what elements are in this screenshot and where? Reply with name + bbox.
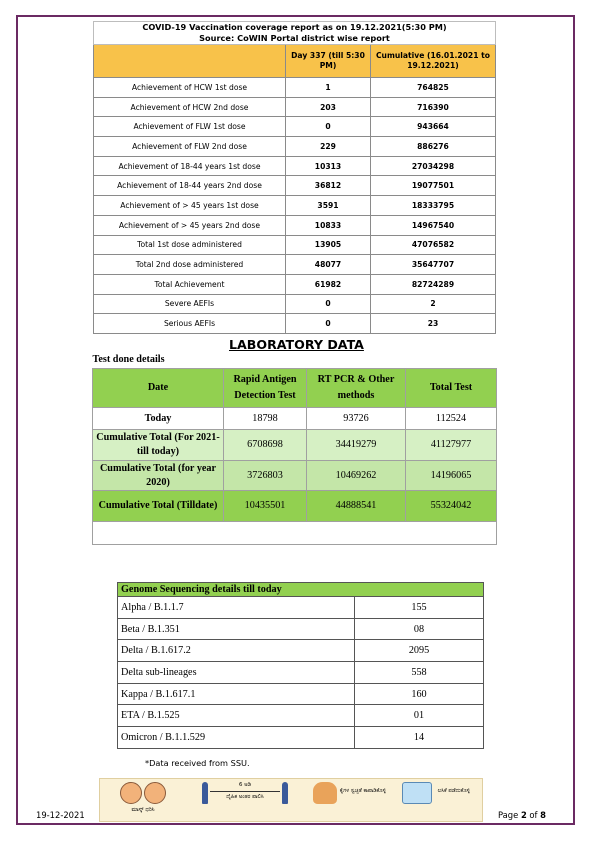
- lab-cell-total: 55324042: [406, 491, 497, 522]
- vaccination-label: Total 1st dose administered: [94, 235, 286, 255]
- vaccination-label: Total Achievement: [94, 274, 286, 294]
- vaccination-row: [94, 314, 496, 334]
- vaccination-row: [94, 78, 496, 98]
- lab-cell-date: Cumulative Total (Tilldate): [93, 491, 224, 522]
- variant-name: Delta / B.1.617.2: [118, 640, 355, 662]
- lab-header-date: Date: [93, 369, 224, 408]
- footer-date: 19-12-2021: [36, 810, 85, 820]
- page-total: 8: [540, 810, 546, 820]
- lab-empty-row: [93, 522, 497, 545]
- vaccination-row: [94, 215, 496, 235]
- vaccination-label: Serious AEFIs: [94, 314, 286, 334]
- vaccination-row: [94, 255, 496, 275]
- variant-name: Kappa / B.1.617.1: [118, 683, 355, 705]
- vaccination-cumulative-value: 27034298: [371, 156, 496, 176]
- vaccination-cumulative-value: 14967540: [371, 215, 496, 235]
- vaccination-day-value: 0: [286, 294, 371, 314]
- lab-title: LABORATORY DATA: [229, 337, 364, 352]
- vaccination-day-value: 48077: [286, 255, 371, 275]
- page-current: 2: [520, 810, 527, 820]
- header-empty-cell: [94, 45, 286, 78]
- lab-cell-rtpcr: 44888541: [307, 491, 406, 522]
- vaccination-day-value: 61982: [286, 274, 371, 294]
- mask-person-icon: [120, 782, 142, 804]
- vaccination-cumulative-value: 47076582: [371, 235, 496, 255]
- vaccination-row: [94, 156, 496, 176]
- variant-name: Omicron / B.1.1.529: [118, 727, 355, 749]
- vaccination-row: [94, 274, 496, 294]
- lab-cell-rtpcr: 34419279: [307, 430, 406, 461]
- person-icon: [202, 782, 208, 804]
- banner-distance-text: ದೈಹಿಕ ಅಂತರ ಪಾಲಿಸಿ: [226, 794, 264, 800]
- banner-mask-segment: [108, 782, 178, 818]
- vaccination-day-value: 203: [286, 97, 371, 117]
- genome-row: [118, 683, 484, 705]
- vaccination-label: Achievement of FLW 2nd dose: [94, 137, 286, 157]
- lab-cell-total: 112524: [406, 408, 497, 430]
- vaccination-cumulative-value: 82724289: [371, 274, 496, 294]
- vaccination-row: [94, 117, 496, 137]
- genome-row: [118, 662, 484, 684]
- distance-arrow-icon: [210, 791, 280, 792]
- lab-cell-rat: 3726803: [224, 461, 307, 491]
- vaccination-cumulative-value: 764825: [371, 78, 496, 98]
- vaccination-row: [94, 176, 496, 196]
- lab-table: [92, 351, 497, 545]
- lab-header-rtpcr: RT PCR & Other methods: [307, 369, 406, 408]
- variant-count: 01: [355, 705, 484, 727]
- mask-person-icon: [144, 782, 166, 804]
- vaccination-title: [94, 22, 496, 45]
- banner-vaccine-segment: [398, 782, 478, 818]
- lab-cell-rat: 18798: [224, 408, 307, 430]
- vaccination-icon: [402, 782, 432, 804]
- banner-distance-segment: [190, 782, 300, 818]
- vaccination-cumulative-value: 23: [371, 314, 496, 334]
- handwash-icon: [313, 782, 337, 804]
- vaccination-day-value: 3591: [286, 196, 371, 216]
- lab-header-total: Total Test: [406, 369, 497, 408]
- vaccination-row: [94, 294, 496, 314]
- test-done-label: Test done details: [92, 354, 165, 365]
- vaccination-cumulative-value: 18333795: [371, 196, 496, 216]
- lab-cell-date: Cumulative Total (for year 2020): [93, 461, 224, 491]
- variant-name: Alpha / B.1.1.7: [118, 597, 355, 619]
- variant-count: 14: [355, 727, 484, 749]
- variant-name: ETA / B.1.525: [118, 705, 355, 727]
- variant-count: 160: [355, 683, 484, 705]
- vaccination-row: [94, 137, 496, 157]
- vaccination-day-value: 1: [286, 78, 371, 98]
- vaccination-cumulative-value: 943664: [371, 117, 496, 137]
- vaccination-row: [94, 235, 496, 255]
- vaccination-day-value: 10313: [286, 156, 371, 176]
- vaccination-day-value: 0: [286, 314, 371, 334]
- lab-cell-rtpcr: 93726: [307, 408, 406, 430]
- vaccination-cumulative-value: 2: [371, 294, 496, 314]
- page-of: of: [526, 810, 541, 820]
- lab-header-rat: Rapid Antigen Detection Test: [224, 369, 307, 408]
- banner-handwash-segment: [310, 782, 390, 818]
- variant-count: 2095: [355, 640, 484, 662]
- vaccination-label: Achievement of HCW 2nd dose: [94, 97, 286, 117]
- genome-title: Genome Sequencing details till today: [118, 583, 484, 597]
- header-day: Day 337 (till 5:30 PM): [286, 45, 371, 78]
- banner-mask-text: ಮಾಸ್ಕ್ ಧರಿಸಿ: [131, 807, 155, 813]
- vaccination-row: [94, 97, 496, 117]
- variant-name: Delta sub-lineages: [118, 662, 355, 684]
- vaccination-table: [93, 21, 496, 334]
- vaccination-label: Achievement of FLW 1st dose: [94, 117, 286, 137]
- vaccination-label: Achievement of HCW 1st dose: [94, 78, 286, 98]
- lab-cell-date: Today: [93, 408, 224, 430]
- lab-cell-total: 41127977: [406, 430, 497, 461]
- vaccination-day-value: 0: [286, 117, 371, 137]
- genome-row: [118, 618, 484, 640]
- banner-vaccine-text: ಲಸಿಕೆ ಪಡೆದುಕೊಳ್ಳಿ: [437, 788, 471, 794]
- vaccination-day-value: 10833: [286, 215, 371, 235]
- banner-distance-top: 6 ಅಡಿ: [238, 782, 252, 788]
- vaccination-row: [94, 196, 496, 216]
- vaccination-day-value: 229: [286, 137, 371, 157]
- vaccination-label: Achievement of 18-44 years 1st dose: [94, 156, 286, 176]
- vaccination-day-value: 13905: [286, 235, 371, 255]
- vaccination-source: Source: CoWIN Portal district wise report: [199, 33, 390, 43]
- vaccination-cumulative-value: 886276: [371, 137, 496, 157]
- vaccination-cumulative-value: 716390: [371, 97, 496, 117]
- lab-cell-rtpcr: 10469262: [307, 461, 406, 491]
- vaccination-label: Total 2nd dose administered: [94, 255, 286, 275]
- person-icon: [282, 782, 288, 804]
- lab-cell-rat: 6708698: [224, 430, 307, 461]
- vaccination-label: Severe AEFIs: [94, 294, 286, 314]
- vaccination-cumulative-value: 19077501: [371, 176, 496, 196]
- header-cumulative: Cumulative (16.01.2021 to 19.12.2021): [371, 45, 496, 78]
- lab-cell-date: Cumulative Total (For 2021- till today): [93, 430, 224, 461]
- vaccination-label: Achievement of > 45 years 1st dose: [94, 196, 286, 216]
- genome-row: [118, 640, 484, 662]
- banner-handwash-text: ಕೈಗಳ ಸ್ವಚ್ಛತೆ ಕಾಪಾಡಿಕೊಳ್ಳಿ: [339, 788, 386, 794]
- vaccination-label: Achievement of > 45 years 2nd dose: [94, 215, 286, 235]
- lab-cell-rat: 10435501: [224, 491, 307, 522]
- vaccination-day-value: 36812: [286, 176, 371, 196]
- genome-row: [118, 705, 484, 727]
- vaccination-cumulative-value: 35647707: [371, 255, 496, 275]
- lab-cell-total: 14196065: [406, 461, 497, 491]
- variant-count: 558: [355, 662, 484, 684]
- page-prefix: Page: [498, 810, 521, 820]
- footer-page-number: [498, 810, 546, 820]
- variant-count: 155: [355, 597, 484, 619]
- genome-row: [118, 727, 484, 749]
- vaccination-title-text: COVID-19 Vaccination coverage report as on 19.12.2021(5:30 PM): [142, 22, 447, 32]
- data-source-note: *Data received from SSU.: [145, 758, 250, 768]
- vaccination-label: Achievement of 18-44 years 2nd dose: [94, 176, 286, 196]
- awareness-banner: [99, 778, 483, 822]
- genome-table: [117, 582, 484, 749]
- variant-count: 08: [355, 618, 484, 640]
- genome-row: [118, 597, 484, 619]
- variant-name: Beta / B.1.351: [118, 618, 355, 640]
